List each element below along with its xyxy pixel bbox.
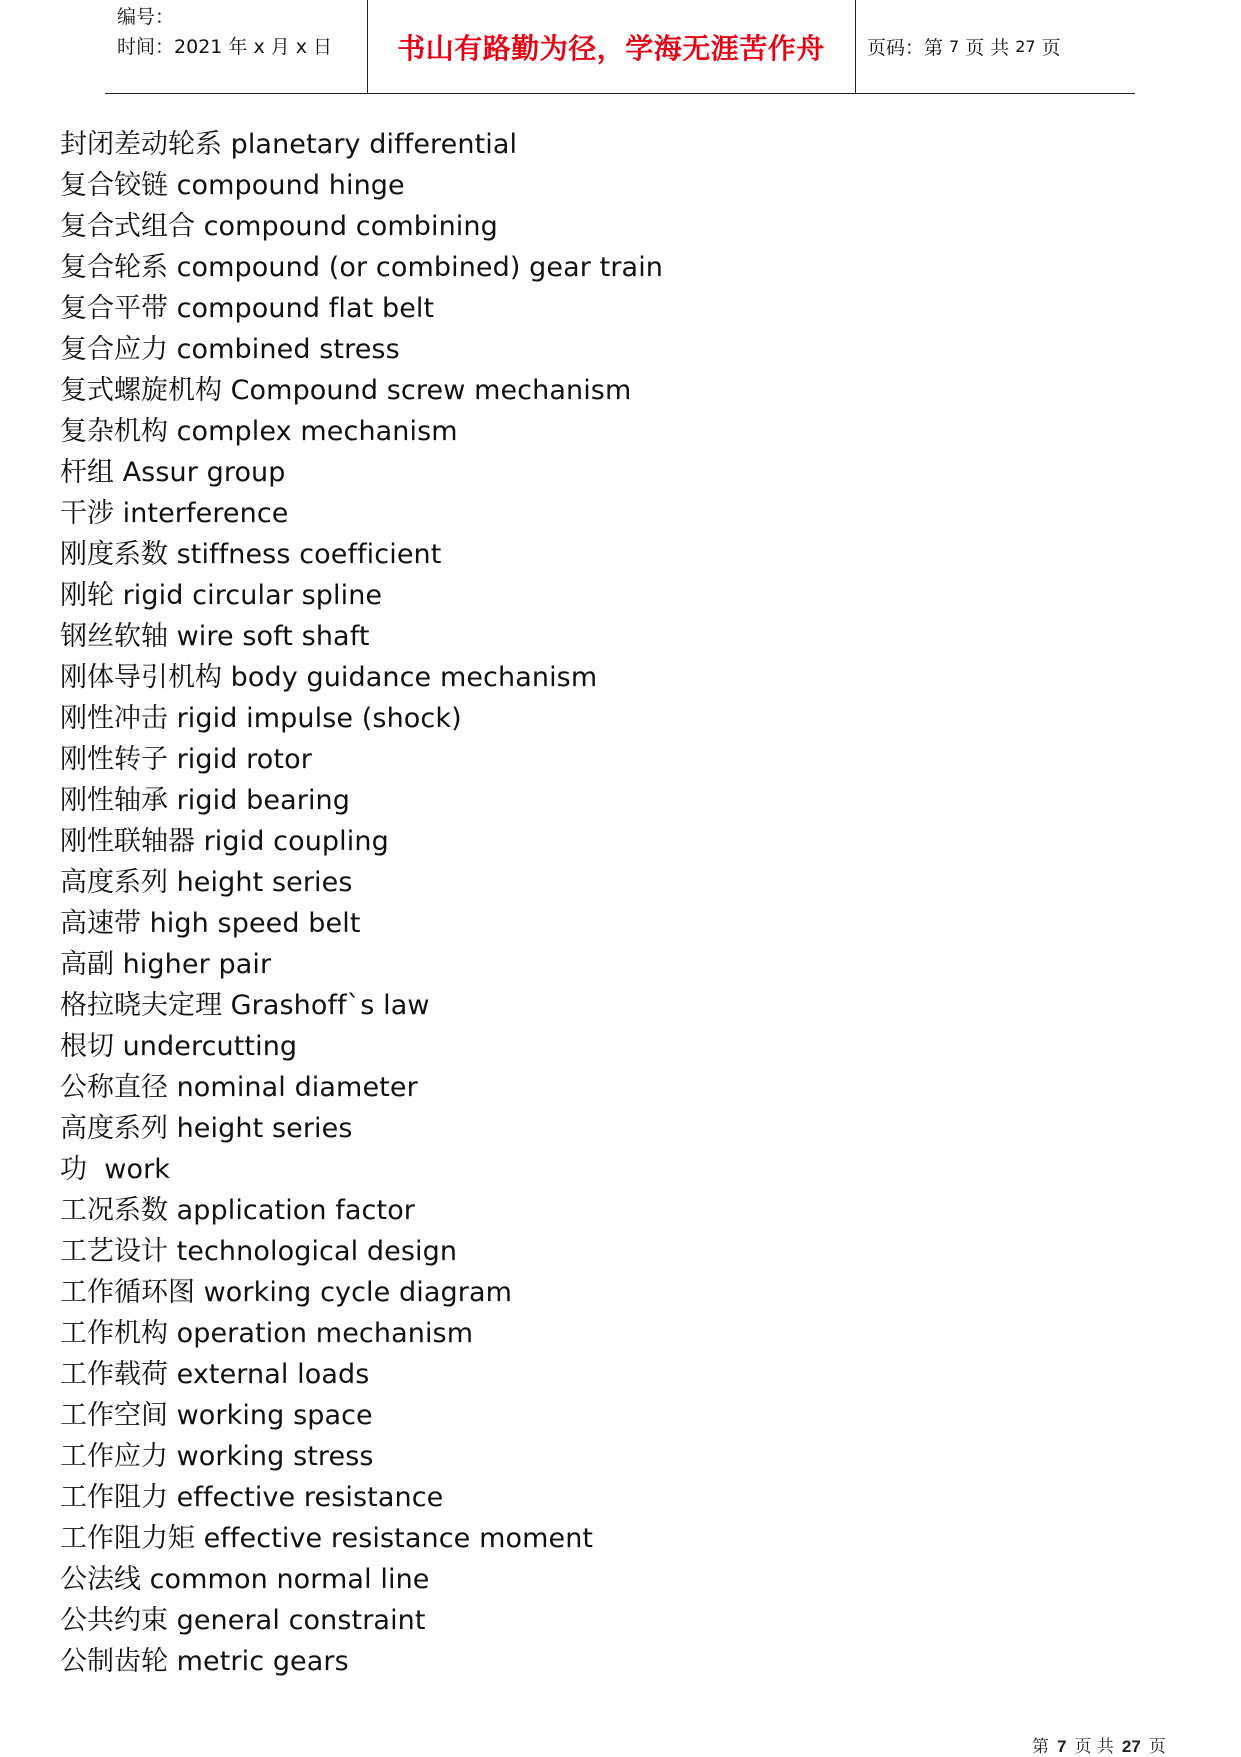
footer-total: 27 bbox=[1121, 1737, 1141, 1756]
page-header bbox=[105, 0, 1135, 94]
glossary-entry bbox=[60, 1067, 1160, 1108]
page-current: 7 bbox=[949, 37, 960, 56]
glossary-list bbox=[60, 124, 1160, 1682]
glossary-entry bbox=[60, 780, 1160, 821]
header-motto: 书山有路勤为径，学海无涯苦作舟 bbox=[397, 31, 825, 65]
entry-english-term: complex mechanism bbox=[176, 416, 458, 447]
entry-chinese-term: 干涉 bbox=[60, 498, 114, 529]
entry-chinese-term: 刚度系数 bbox=[60, 539, 168, 570]
glossary-entry bbox=[60, 1641, 1160, 1682]
time-label: 时间： bbox=[117, 36, 175, 58]
entry-chinese-term: 复杂机构 bbox=[60, 416, 168, 447]
glossary-entry bbox=[60, 411, 1160, 452]
glossary-entry bbox=[60, 165, 1160, 206]
glossary-entry bbox=[60, 124, 1160, 165]
glossary-entry bbox=[60, 903, 1160, 944]
header-page-info bbox=[867, 0, 1061, 93]
entry-chinese-term: 功 bbox=[60, 1154, 87, 1185]
page-total: 27 bbox=[1015, 37, 1036, 56]
entry-chinese-term: 工作空间 bbox=[60, 1400, 168, 1431]
entry-english-term: metric gears bbox=[176, 1646, 349, 1677]
glossary-entry bbox=[60, 247, 1160, 288]
glossary-entry bbox=[60, 575, 1160, 616]
header-divider-right bbox=[855, 0, 856, 93]
entry-english-term: common normal line bbox=[149, 1564, 430, 1595]
entry-chinese-term: 复式螺旋机构 bbox=[60, 375, 222, 406]
time-value: 2021 年 x 月 x 日 bbox=[174, 36, 333, 58]
footer-mid: 页 共 bbox=[1074, 1737, 1114, 1757]
entry-english-term: operation mechanism bbox=[176, 1318, 474, 1349]
entry-chinese-term: 工作循环图 bbox=[60, 1277, 195, 1308]
glossary-entry bbox=[60, 616, 1160, 657]
entry-english-term: compound flat belt bbox=[176, 293, 435, 324]
entry-chinese-term: 高度系列 bbox=[60, 867, 168, 898]
entry-chinese-term: 刚性冲击 bbox=[60, 703, 168, 734]
entry-english-term: combined stress bbox=[176, 334, 400, 365]
glossary-entry bbox=[60, 739, 1160, 780]
entry-english-term: work bbox=[95, 1154, 171, 1185]
page-label: 页码：第 bbox=[867, 37, 944, 59]
entry-english-term: effective resistance moment bbox=[203, 1523, 594, 1554]
entry-english-term: rigid impulse (shock) bbox=[176, 703, 462, 734]
document-number-label: 编号： bbox=[117, 6, 175, 28]
entry-english-term: Assur group bbox=[122, 457, 286, 488]
glossary-entry bbox=[60, 206, 1160, 247]
entry-chinese-term: 刚性转子 bbox=[60, 744, 168, 775]
entry-english-term: effective resistance bbox=[176, 1482, 444, 1513]
entry-english-term: higher pair bbox=[122, 949, 272, 980]
glossary-entry bbox=[60, 1108, 1160, 1149]
glossary-entry bbox=[60, 1272, 1160, 1313]
glossary-entry bbox=[60, 698, 1160, 739]
entry-chinese-term: 复合式组合 bbox=[60, 211, 195, 242]
entry-chinese-term: 钢丝软轴 bbox=[60, 621, 168, 652]
entry-english-term: rigid circular spline bbox=[122, 580, 383, 611]
entry-english-term: application factor bbox=[176, 1195, 416, 1226]
footer-suffix: 页 bbox=[1148, 1737, 1166, 1757]
entry-english-term: rigid bearing bbox=[176, 785, 351, 816]
entry-english-term: working cycle diagram bbox=[203, 1277, 513, 1308]
entry-chinese-term: 公共约束 bbox=[60, 1605, 168, 1636]
entry-english-term: wire soft shaft bbox=[176, 621, 370, 652]
entry-chinese-term: 工作应力 bbox=[60, 1441, 168, 1472]
glossary-entry bbox=[60, 1600, 1160, 1641]
entry-chinese-term: 封闭差动轮系 bbox=[60, 129, 222, 160]
entry-chinese-term: 复合平带 bbox=[60, 293, 168, 324]
entry-chinese-term: 工作阻力矩 bbox=[60, 1523, 195, 1554]
glossary-entry bbox=[60, 370, 1160, 411]
glossary-entry bbox=[60, 1026, 1160, 1067]
entry-chinese-term: 复合应力 bbox=[60, 334, 168, 365]
entry-english-term: working space bbox=[176, 1400, 373, 1431]
glossary-entry bbox=[60, 862, 1160, 903]
entry-english-term: compound combining bbox=[203, 211, 498, 242]
entry-english-term: stiffness coefficient bbox=[176, 539, 442, 570]
glossary-entry bbox=[60, 452, 1160, 493]
entry-english-term: compound hinge bbox=[176, 170, 405, 201]
entry-chinese-term: 公法线 bbox=[60, 1564, 141, 1595]
entry-chinese-term: 工艺设计 bbox=[60, 1236, 168, 1267]
glossary-entry bbox=[60, 1354, 1160, 1395]
glossary-entry bbox=[60, 534, 1160, 575]
glossary-entry bbox=[60, 1231, 1160, 1272]
entry-chinese-term: 刚性联轴器 bbox=[60, 826, 195, 857]
glossary-entry bbox=[60, 1313, 1160, 1354]
glossary-entry bbox=[60, 288, 1160, 329]
footer-prefix: 第 bbox=[1032, 1737, 1049, 1757]
glossary-entry bbox=[60, 1477, 1160, 1518]
glossary-entry bbox=[60, 1190, 1160, 1231]
entry-english-term: technological design bbox=[176, 1236, 458, 1267]
entry-english-term: rigid rotor bbox=[176, 744, 312, 775]
entry-english-term: rigid coupling bbox=[203, 826, 389, 857]
glossary-entry bbox=[60, 1436, 1160, 1477]
glossary-entry bbox=[60, 1149, 1160, 1190]
entry-chinese-term: 公称直径 bbox=[60, 1072, 168, 1103]
entry-chinese-term: 工作阻力 bbox=[60, 1482, 168, 1513]
entry-chinese-term: 刚体导引机构 bbox=[60, 662, 222, 693]
entry-chinese-term: 复合轮系 bbox=[60, 252, 168, 283]
entry-english-term: interference bbox=[122, 498, 289, 529]
entry-english-term: height series bbox=[176, 867, 353, 898]
entry-chinese-term: 杆组 bbox=[60, 457, 114, 488]
entry-chinese-term: 公制齿轮 bbox=[60, 1646, 168, 1677]
entry-chinese-term: 刚轮 bbox=[60, 580, 114, 611]
glossary-entry bbox=[60, 493, 1160, 534]
entry-chinese-term: 刚性轴承 bbox=[60, 785, 168, 816]
entry-chinese-term: 格拉晓夫定理 bbox=[60, 990, 222, 1021]
entry-english-term: general constraint bbox=[176, 1605, 426, 1636]
glossary-entry bbox=[60, 1518, 1160, 1559]
glossary-entry bbox=[60, 944, 1160, 985]
document-time bbox=[117, 32, 367, 62]
header-meta bbox=[117, 2, 367, 62]
entry-chinese-term: 工作机构 bbox=[60, 1318, 168, 1349]
entry-english-term: Compound screw mechanism bbox=[230, 375, 632, 406]
glossary-entry bbox=[60, 985, 1160, 1026]
entry-english-term: external loads bbox=[176, 1359, 370, 1390]
glossary-entry bbox=[60, 657, 1160, 698]
footer-current: 7 bbox=[1057, 1737, 1067, 1756]
page-footer bbox=[1032, 1732, 1166, 1757]
glossary-entry bbox=[60, 1395, 1160, 1436]
entry-chinese-term: 高副 bbox=[60, 949, 114, 980]
entry-english-term: planetary differential bbox=[230, 129, 518, 160]
entry-chinese-term: 根切 bbox=[60, 1031, 114, 1062]
glossary-entry bbox=[60, 1559, 1160, 1600]
glossary-entry bbox=[60, 821, 1160, 862]
entry-english-term: body guidance mechanism bbox=[230, 662, 598, 693]
entry-english-term: high speed belt bbox=[149, 908, 361, 939]
entry-english-term: working stress bbox=[176, 1441, 374, 1472]
entry-chinese-term: 复合铰链 bbox=[60, 170, 168, 201]
glossary-entry bbox=[60, 329, 1160, 370]
entry-english-term: Grashoff`s law bbox=[230, 990, 430, 1021]
page-mid: 页 共 bbox=[965, 37, 1010, 59]
entry-chinese-term: 高度系列 bbox=[60, 1113, 168, 1144]
entry-english-term: compound (or combined) gear train bbox=[176, 252, 664, 283]
entry-english-term: nominal diameter bbox=[176, 1072, 418, 1103]
entry-english-term: height series bbox=[176, 1113, 353, 1144]
entry-chinese-term: 工况系数 bbox=[60, 1195, 168, 1226]
entry-english-term: undercutting bbox=[122, 1031, 298, 1062]
page-end: 页 bbox=[1041, 37, 1061, 59]
entry-chinese-term: 高速带 bbox=[60, 908, 141, 939]
entry-chinese-term: 工作载荷 bbox=[60, 1359, 168, 1390]
